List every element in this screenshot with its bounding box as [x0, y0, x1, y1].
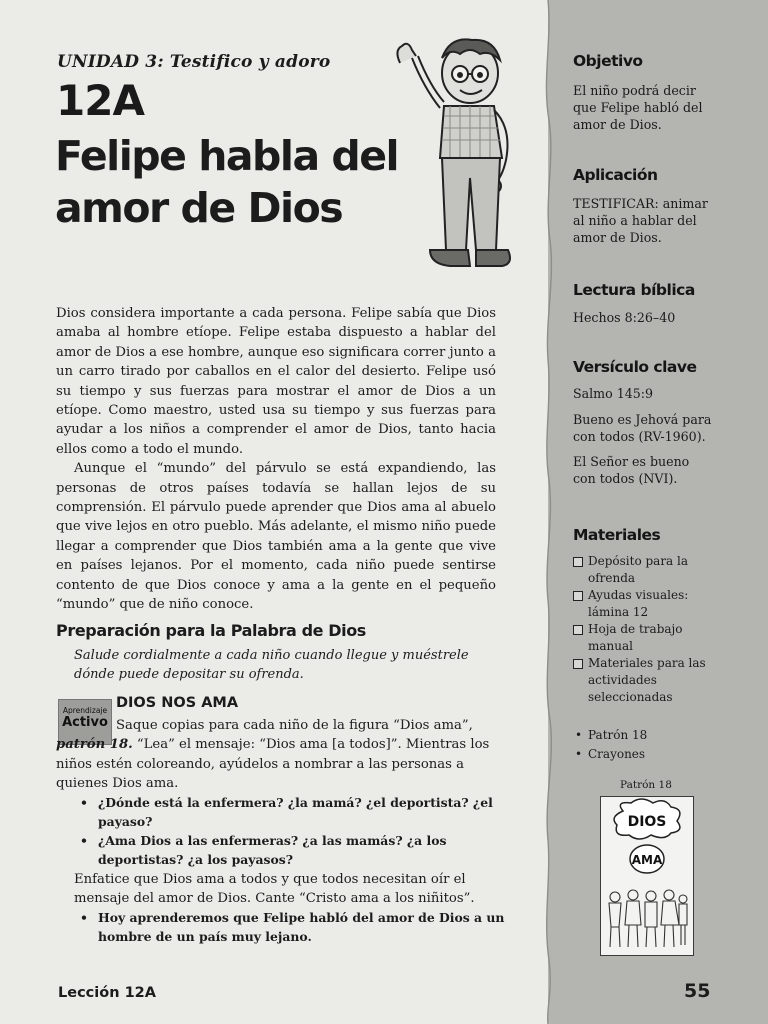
list-item: • ¿Ama Dios a las enfermeras? ¿a las mamás? ¿a los deportistas? ¿a los payasos?: [76, 831, 516, 869]
checkbox-icon: [573, 557, 583, 567]
checkbox-icon: [573, 659, 583, 669]
badge-bottom-label: Activo: [62, 715, 108, 730]
material-label: Ayudas visuales: lámina 12: [588, 588, 689, 619]
intro-paragraph-2: Aunque el “mundo” del párvulo se está expandiendo, las personas de otros países todavía se hallan lejos de su comprensión. El párvulo puede aprender que Dios ama al abuelo que vive lejos en otro pueblo. Más adelante, el mismo niño puede llegar a comprender que Dios también ama a la gente que vive en países lejanos. Por el momento, cada niño puede sentirse contento de que Dios conoce y ama a la gente en el pequeño “mundo” que de niño conoce.: [56, 461, 496, 613]
lesson-number: 12A: [56, 76, 144, 125]
list-item: [573, 621, 723, 655]
checkbox-icon: [573, 591, 583, 601]
verse-nvi: El Señor es bueno con todos (NVI).: [573, 454, 690, 487]
activity-title: DIOS NOS AMA: [116, 695, 239, 711]
cartoon-boy-icon: [390, 28, 530, 273]
list-item: • Crayones: [573, 745, 723, 764]
footer-lesson: Lección 12A: [58, 985, 156, 1001]
activity-body: [56, 716, 500, 794]
checkbox-icon: [573, 625, 583, 635]
pattern-art: [601, 797, 693, 955]
materials-bullets: [573, 726, 723, 764]
activity-body-rest: “Lea” el mensaje: “Dios ama [a todos]”. Mientras los niños estén coloreando, ayúdelos a nombrar a las personas a quienes Dios ama.: [56, 737, 490, 792]
materials-checklist: [573, 553, 723, 706]
list-item: • ¿Dónde está la enfermera? ¿la mamá? ¿el deportista? ¿el payaso?: [76, 793, 516, 831]
material-label: Materiales para las actividades seleccionadas: [588, 656, 706, 704]
question-list: [76, 793, 516, 869]
objective-heading: Objetivo: [573, 52, 643, 70]
intro-paragraph-1: Dios considera importante a cada persona. Felipe sabía que Dios amaba al hombre etíope. Felipe estaba dispuesto a hablar del amor de Dios a ese hombre, aunque eso significara correr junto a un carro tirado por caballos en el calor del desierto. Felipe usó su tiempo y sus fuerzas para mostrar el amor de Dios a un etíope. Como maestro, usted usa su tiempo y sus fuerzas para ayudar a los niños a comprender el amor de Dios, tanto hacia ellos como a todo el mundo.: [56, 306, 496, 457]
list-item: • Patrón 18: [573, 726, 723, 745]
page-number: 55: [684, 980, 711, 1002]
list-item: • Hoy aprenderemos que Felipe habló del amor de Dios a un hombre de un país muy lejano.: [76, 908, 516, 946]
verse-rv: Bueno es Jehová para con todos (RV-1960).: [573, 412, 712, 445]
closing-list: [76, 908, 516, 946]
pattern-label: Patrón 18: [620, 779, 672, 791]
list-item: [573, 587, 723, 621]
application-text: TESTIFICAR: animar al niño a hablar del amor de Dios.: [573, 196, 708, 246]
page-title: Felipe habla del amor de Dios: [55, 132, 399, 232]
verse-heading: Versículo clave: [573, 358, 697, 376]
pattern-thumbnail: [600, 796, 694, 956]
pattern-word-1: DIOS: [627, 814, 667, 830]
list-item: [573, 655, 723, 706]
list-item: [573, 553, 723, 587]
material-label: Hoja de trabajo manual: [588, 622, 683, 653]
objective-text: El niño podrá decir que Felipe habló del amor de Dios.: [573, 83, 703, 133]
people-group-icon: [609, 890, 687, 947]
application-heading: Aplicación: [573, 166, 658, 184]
reading-heading: Lectura bíblica: [573, 281, 695, 299]
preparation-instruction: Salude cordialmente a cada niño cuando llegue y muéstrele dónde puede depositar su ofrenda.: [74, 648, 469, 682]
pattern-reference: patrón 18.: [56, 737, 133, 753]
verse-reference: Salmo 145:9: [573, 386, 653, 401]
material-label: Depósito para la ofrenda: [588, 554, 689, 585]
emphasis-text: Enfatice que Dios ama a todos y que todos necesitan oír el mensaje del amor de Dios. Cante “Cristo ama a los niñitos”.: [74, 872, 475, 907]
intro-text: [56, 304, 496, 615]
badge-top-label: Aprendizaje: [62, 706, 108, 715]
preparation-heading: Preparación para la Palabra de Dios: [56, 621, 366, 640]
torn-edge: [536, 0, 560, 1024]
pattern-word-2: AMA: [631, 853, 663, 867]
activity-line-1: Saque copias para cada niño de la figura “Dios ama”,: [116, 718, 473, 733]
unit-label: UNIDAD 3: Testifico y adoro: [57, 52, 331, 72]
activity-line-2: [56, 735, 500, 793]
reading-text: Hechos 8:26–40: [573, 310, 676, 325]
materials-heading: Materiales: [573, 526, 661, 544]
